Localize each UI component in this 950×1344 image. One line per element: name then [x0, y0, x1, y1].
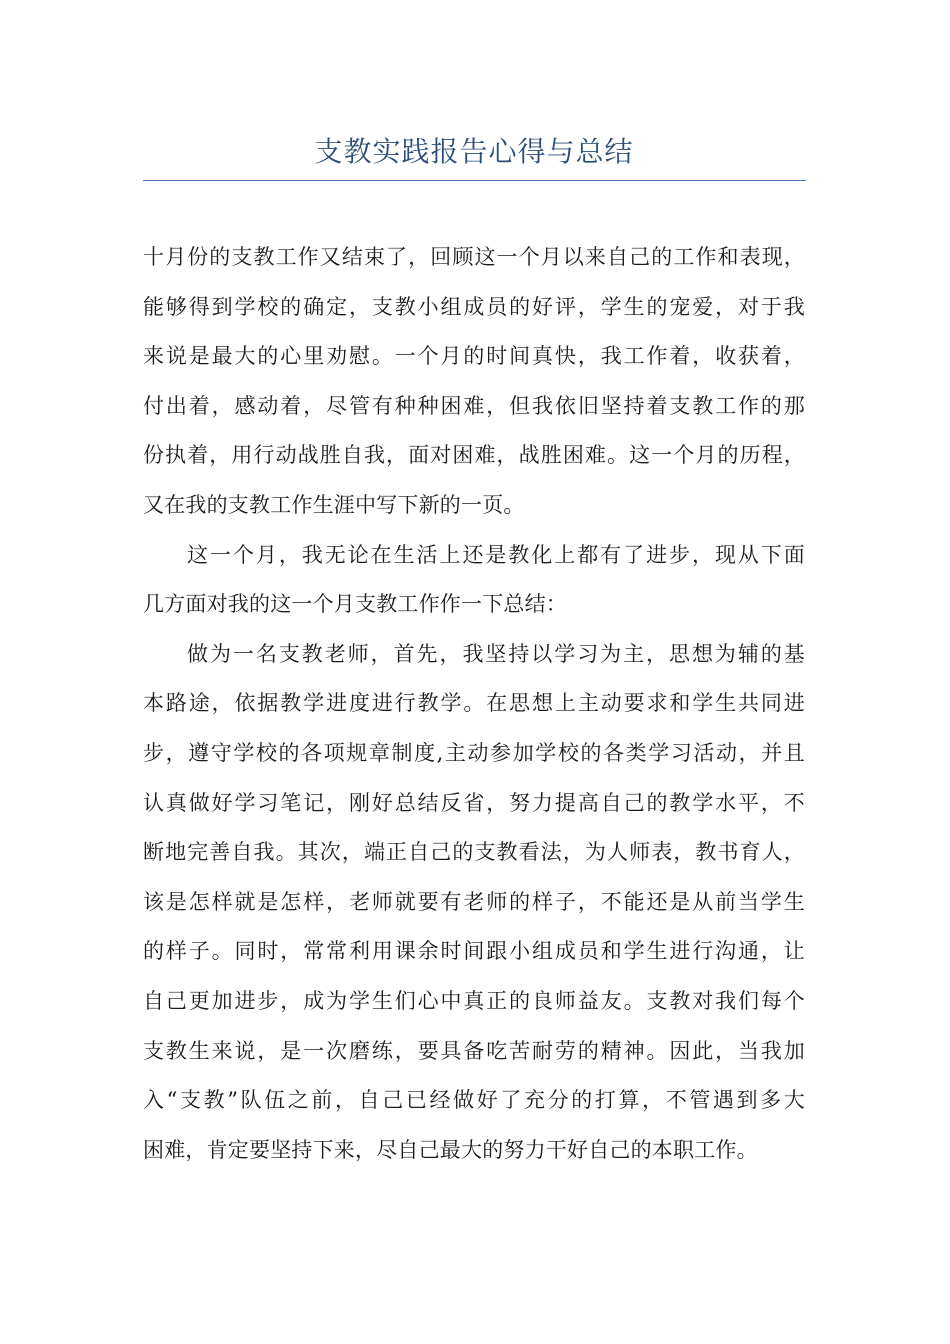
- text-line: 认真做好学习笔记，刚好总结反省，努力提高自己的教学水平，不: [143, 790, 805, 815]
- document-body: [143, 233, 805, 1175]
- text-line: 做为一名支教老师，首先，我坚持以学习为主，思想为辅的基: [187, 641, 805, 666]
- text-line: 能够得到学校的确定，支教小组成员的好评，学生的宠爱，对于我: [143, 294, 805, 319]
- text-line: 本路途，依据教学进度进行教学。在思想上主动要求和学生共同进: [143, 691, 805, 716]
- text-line: 步，遵守学校的各项规章制度,主动参加学校的各类学习活动，并且: [143, 740, 805, 765]
- text-line: 十月份的支教工作又结束了，回顾这一个月以来自己的工作和表现，: [143, 245, 805, 269]
- text-line: 又在我的支教工作生涯中写下新的一页。: [143, 492, 525, 517]
- title-underline: [143, 180, 806, 181]
- text-line: 的样子。同时，常常利用课余时间跟小组成员和学生进行沟通，让: [143, 939, 805, 964]
- document-title: 支教实践报告心得与总结: [314, 135, 634, 168]
- text-line: 份执着，用行动战胜自我，面对困难，战胜困难。这一个月的历程，: [143, 443, 805, 468]
- text-line: 该是怎样就是怎样，老师就要有老师的样子，不能还是从前当学生: [143, 889, 805, 914]
- text-line: 来说是最大的心里劝慰。一个月的时间真快，我工作着，收获着，: [143, 344, 805, 369]
- text-line: 这一个月，我无论在生活上还是教化上都有了进步，现从下面: [187, 542, 805, 567]
- text-line: 付出着，感动着，尽管有种种困难，但我依旧坚持着支教工作的那: [143, 393, 805, 418]
- text-line: 困难，肯定要坚持下来，尽自己最大的努力干好自己的本职工作。: [143, 1137, 758, 1162]
- text-line: 几方面对我的这一个月支教工作作一下总结：: [143, 592, 567, 617]
- text-line: 自己更加进步，成为学生们心中真正的良师益友。支教对我们每个: [143, 988, 805, 1013]
- text-line: 入“支教”队伍之前，自己已经做好了充分的打算，不管遇到多大: [143, 1088, 805, 1113]
- text-line: 支教生来说，是一次磨练，要具备吃苦耐劳的精神。因此，当我加: [143, 1038, 805, 1063]
- text-line: 断地完善自我。其次，端正自己的支教看法，为人师表，教书育人，: [143, 840, 805, 865]
